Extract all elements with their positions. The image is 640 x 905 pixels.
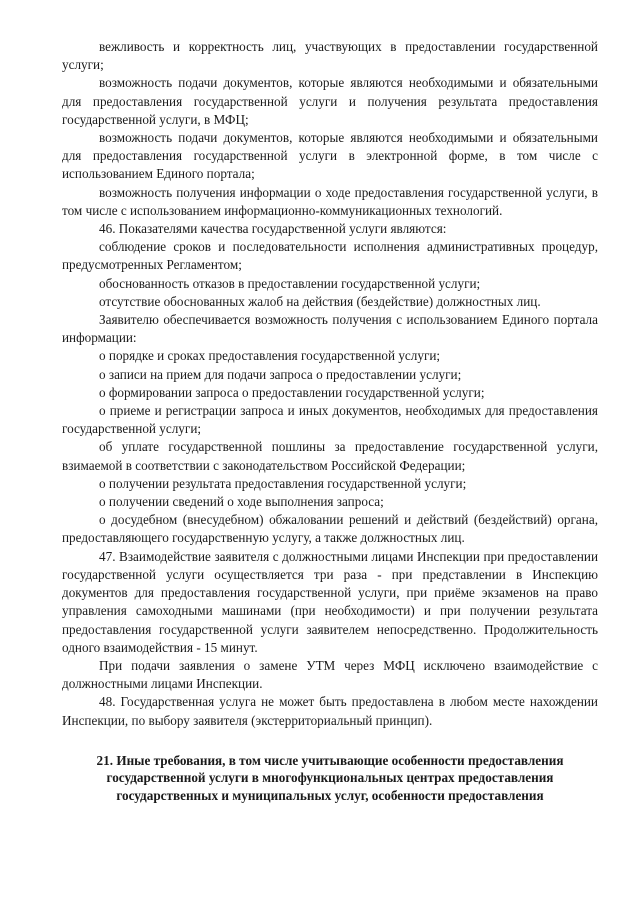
section-heading xyxy=(62,752,598,805)
section-heading-line: 21. Иные требования, в том числе учитывающие особенности предоставления xyxy=(96,752,564,768)
paragraph: обоснованность отказов в предоставлении государственной услуги; xyxy=(99,275,481,291)
paragraph: соблюдение сроков и последовательности исполнения административных процедур, предусмотренных Регламентом; xyxy=(62,239,598,273)
paragraph: об уплате государственной пошлины за предоставление государственной услуги, взимаемой в соответствии с законодательством Российской Федерации; xyxy=(62,439,598,473)
paragraph: 47. Взаимодействие заявителя с должностными лицами Инспекции при предоставлении государственной услуги осуществляется три раза - при представлении в Инспекцию документов для предоставления государственной услуги, при приёме экзаменов на право управления самоходными машинами (при необходимости) и при получении результата предоставления государственной услуги заявителем непосредственно. Продолжительность одного взаимодействия - 15 минут. xyxy=(62,548,598,655)
paragraph: Заявителю обеспечивается возможность получения с использованием Единого портала информации: xyxy=(62,312,598,346)
paragraph: о порядке и сроках предоставления государственной услуги; xyxy=(99,348,441,364)
section-heading-line: государственной услуги в многофункциональных центрах предоставления xyxy=(106,770,554,786)
section-heading-line: государственных и муниципальных услуг, особенности предоставления xyxy=(116,787,544,803)
paragraph: При подачи заявления о замене УТМ через МФЦ исключено взаимодействие с должностными лицами Инспекции. xyxy=(62,657,598,692)
paragraph: о получении сведений о ходе выполнения запроса; xyxy=(99,494,384,510)
paragraph: 46. Показателями качества государственной услуги являются: xyxy=(99,221,447,237)
paragraph: о получении результата предоставления государственной услуги; xyxy=(99,475,467,491)
paragraph: о досудебном (внесудебном) обжаловании решений и действий (бездействий) органа, предоставляющего государственную услугу, а также должностных лиц. xyxy=(62,512,598,546)
paragraph: возможность получения информации о ходе предоставления государственной услуги, в том числе с использованием информационно-коммуникационных технологий. xyxy=(62,184,598,218)
paragraph: возможность подачи документов, которые являются необходимыми и обязательными для предоставления государственной услуги в электронной форме, в том числе с использованием Единого портала; xyxy=(62,130,598,182)
document-page xyxy=(62,38,598,804)
paragraph: о формировании запроса о предоставлении государственной услуги; xyxy=(99,384,485,400)
paragraph: о записи на прием для подачи запроса о предоставлении услуги; xyxy=(99,366,462,382)
paragraph: отсутствие обоснованных жалоб на действия (бездействие) должностных лиц. xyxy=(99,293,541,309)
paragraph: вежливость и корректность лиц, участвующих в предоставлении государственной услуги; xyxy=(62,39,598,73)
paragraph: о приеме и регистрации запроса и иных документов, необходимых для предоставления государственной услуги; xyxy=(62,403,598,437)
paragraph: 48. Государственная услуга не может быть предоставлена в любом месте нахождении Инспекции, по выбору заявителя (экстерриториальный принцип). xyxy=(62,694,598,728)
paragraph: возможность подачи документов, которые являются необходимыми и обязательными для предоставления государственной услуги и получения результата предоставления государственной услуги, в МФЦ; xyxy=(62,75,598,127)
